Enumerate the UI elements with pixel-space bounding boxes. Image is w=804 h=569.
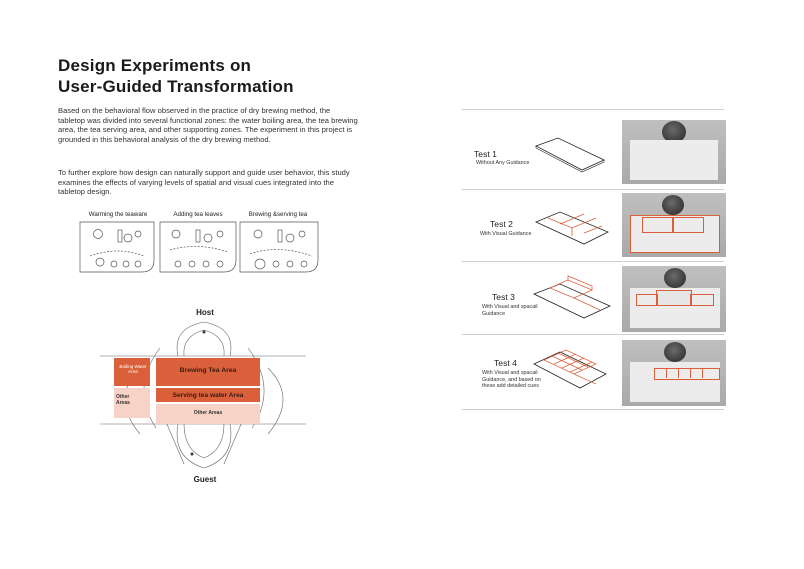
serving-zone-label: Serving tea water Area (172, 392, 244, 399)
test1-subtitle: Without Any Guidance (476, 160, 530, 166)
test4-photo (622, 340, 726, 406)
test4-title: Test 4 (494, 358, 517, 368)
test1-title: Test 1 (474, 149, 497, 159)
brewing-zone-label: Brewing Tea Area (179, 367, 237, 374)
test1-isometric-table (532, 134, 608, 174)
diagram-label-adding: Adding tea leaves (173, 211, 223, 218)
diagram-label-warming: Warming the teaware (88, 211, 148, 218)
panel-adding (160, 222, 236, 272)
page-title-line1: Design Experiments on (58, 56, 252, 75)
test4-isometric-table (530, 344, 610, 396)
test3-subtitle: With Visual and spacail Guidance (482, 304, 538, 317)
intro-paragraph: Based on the behavioral flow observed in the practice of dry brewing method, the tabletop was divided into several functional zones: the water boiling area, the tea brewing area, the tea serving area, and other supporting zones. The experiment in this project is grounded in this behavioral analysis of the dry brewing method. (58, 106, 358, 144)
divider (462, 261, 724, 262)
test2-title: Test 2 (490, 219, 513, 229)
diagram-label-brewing: Brewing &serving tea (248, 211, 308, 218)
other-areas-left-label: Other Areas (116, 394, 130, 406)
test4-subtitle: With Visual and spacail Guidance, and based on these add detailed cues (482, 370, 541, 390)
test2-isometric-table (532, 208, 612, 248)
divider (462, 189, 724, 190)
test1-photo (622, 120, 726, 184)
test2-photo (622, 193, 726, 257)
page-title (58, 55, 294, 97)
test3-photo (622, 266, 726, 332)
method-paragraph: To further explore how design can naturally support and guide user behavior, this study examines the effects of varying levels of spatial and visual cues integrated into the tabletop design. (58, 168, 350, 197)
test3-title: Test 3 (492, 292, 515, 302)
boiling-zone-label: Boiling Water Area (119, 364, 147, 374)
divider (462, 109, 724, 110)
other-areas-label: Other Areas (193, 410, 223, 416)
divider (462, 409, 724, 410)
test2-subtitle: With Visual Guidance (480, 231, 532, 237)
guest-label: Guest (193, 475, 217, 484)
behavior-flow-diagrams (78, 220, 322, 276)
page-title-line2: User-Guided Transformation (58, 77, 294, 96)
host-label: Host (196, 308, 214, 317)
divider (462, 334, 724, 335)
test3-isometric-table (530, 274, 614, 324)
